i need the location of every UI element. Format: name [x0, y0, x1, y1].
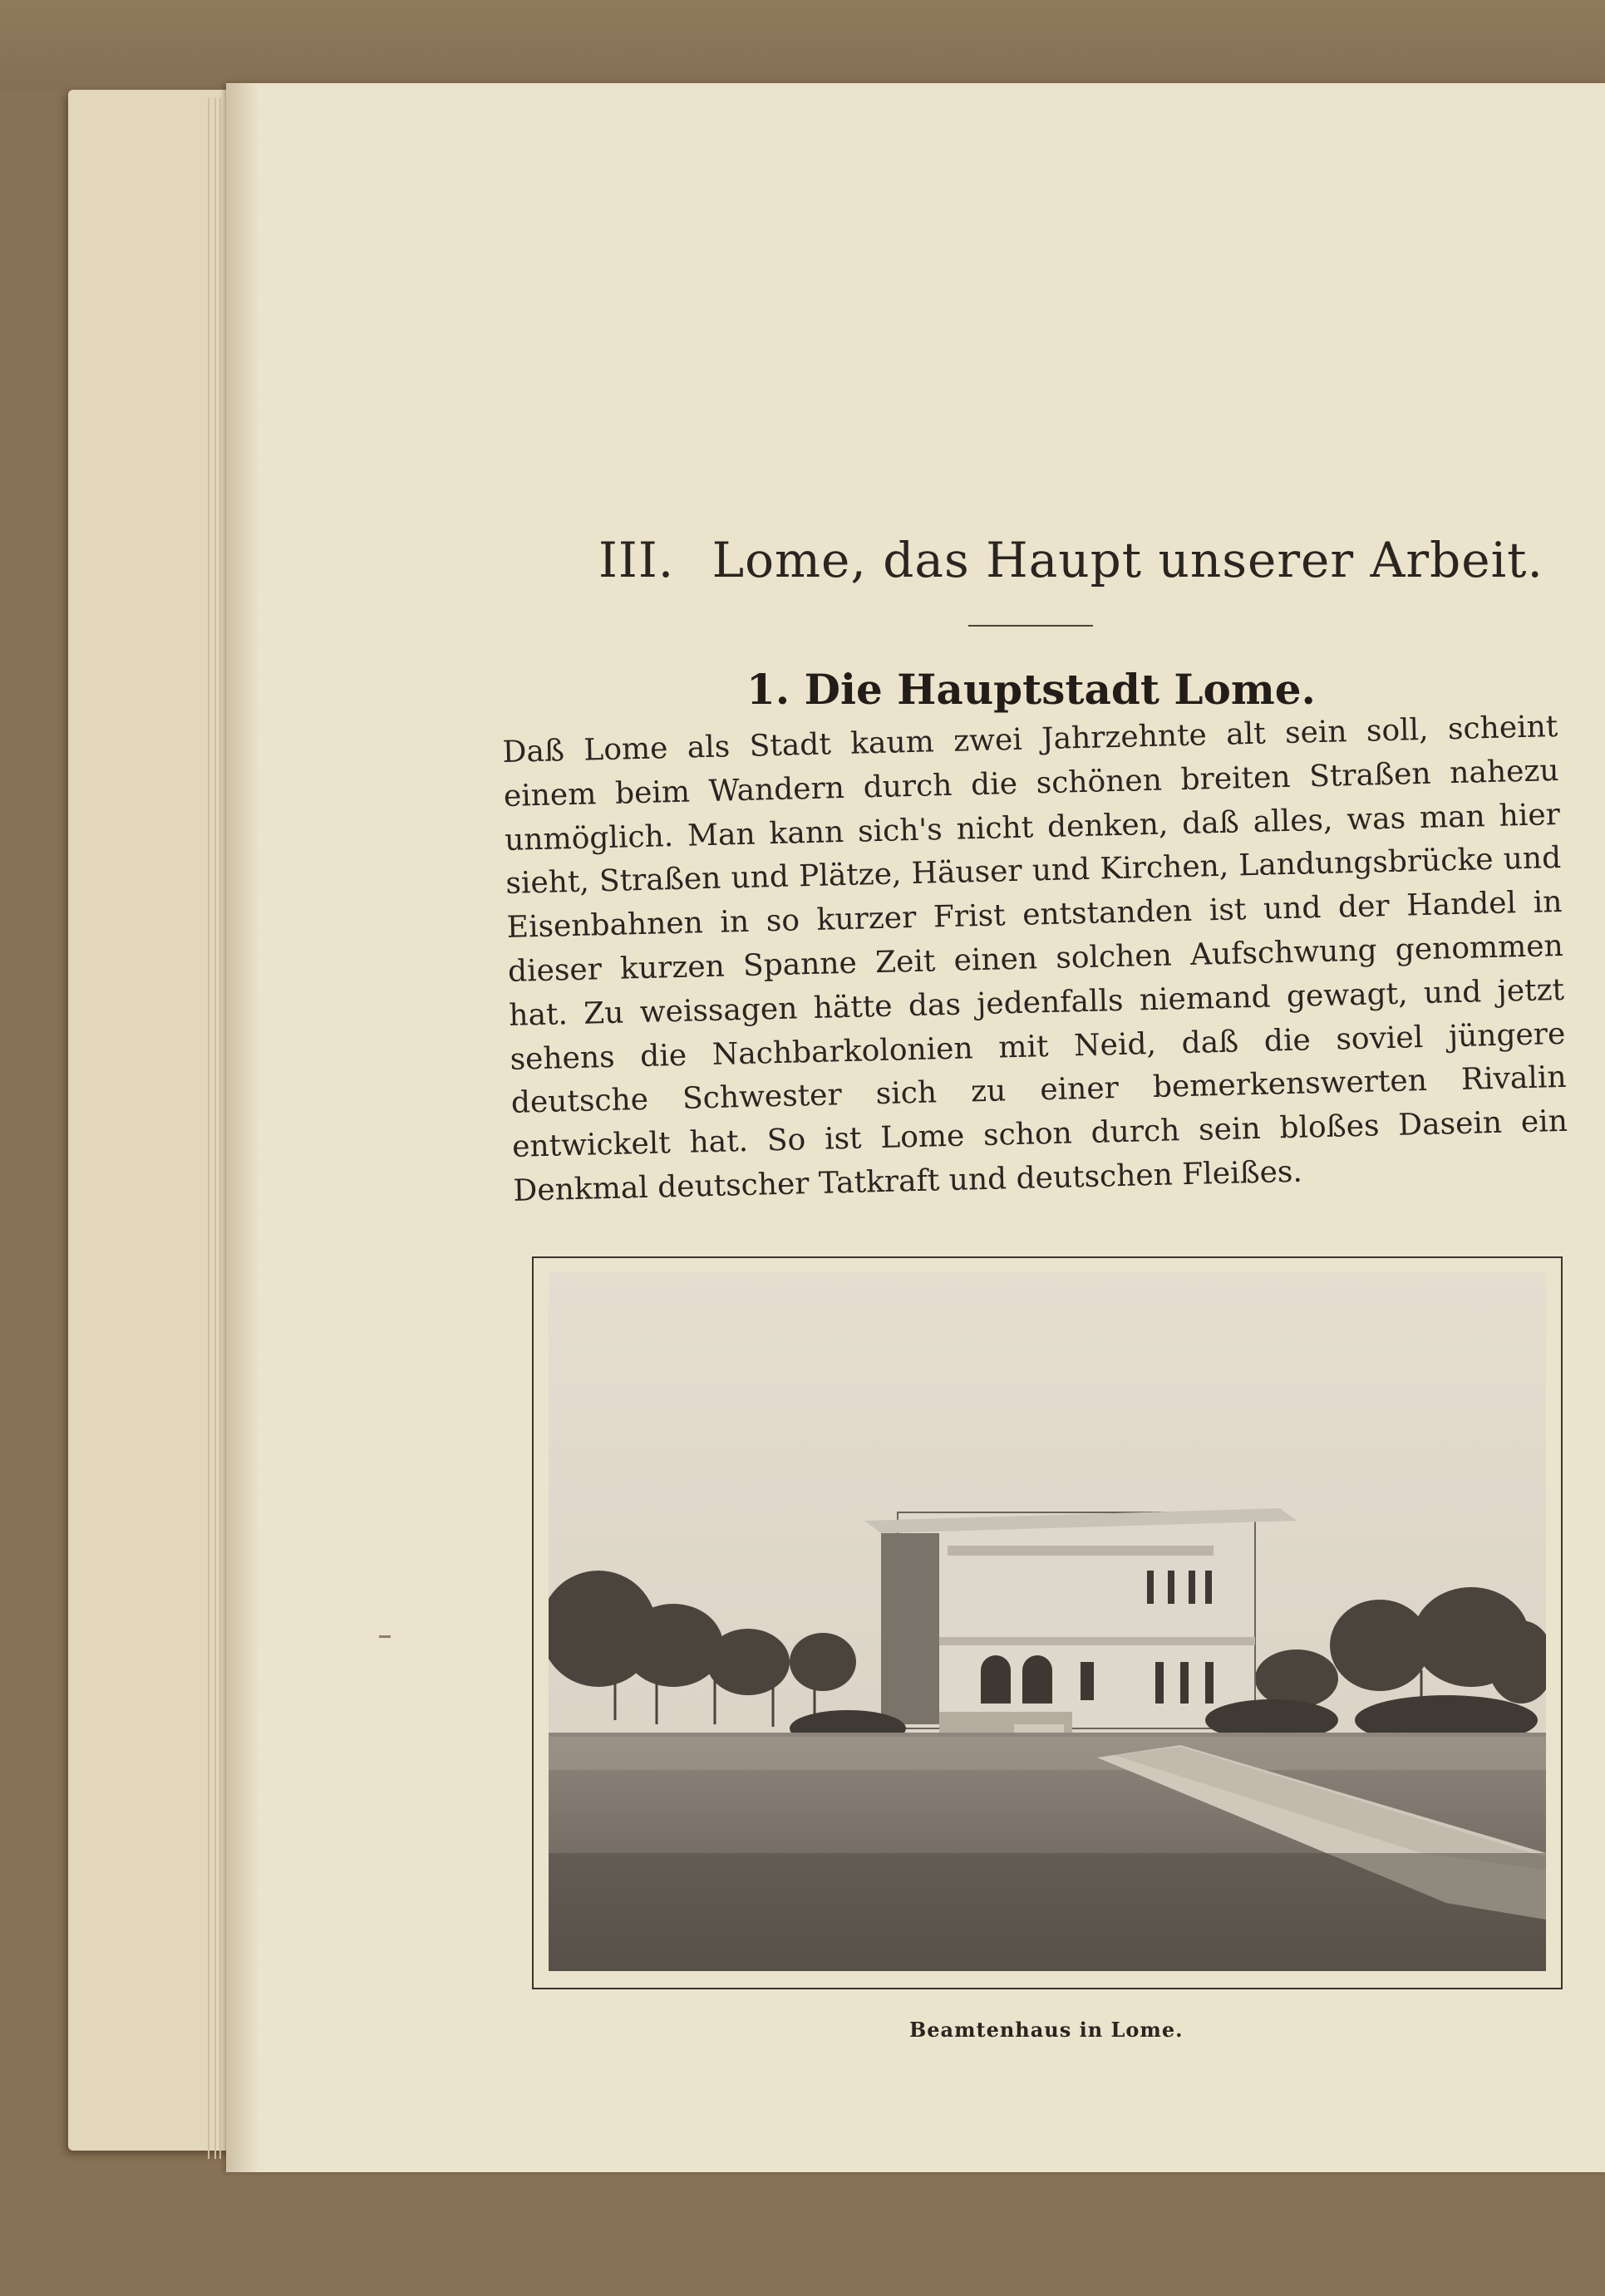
section-heading: 1. Die Hauptstadt Lome. — [746, 665, 1316, 714]
chapter-title — [598, 532, 1543, 588]
figure-caption: Beamtenhaus in Lome. — [909, 2018, 1184, 2042]
photo-frame — [532, 1256, 1563, 1989]
page-gutter-shadow — [226, 83, 259, 2172]
body-paragraph: Daß Lome als Stadt kaum zwei Jahrzehnte alt sein soll, scheint einem beim Wandern durch die schönen breiten Straßen nahezu unmöglich. Man kann sich's nicht denken, daß alles, was man hier sieht, Straßen und Plätze, Häuser und Kirchen, Landungsbrücke und Eisenbahnen in so kurzer Frist entstanden ist und der Handel in dieser kurzen Spanne Zeit einen solchen Aufschwung genommen hat. Zu weissagen hätte das jedenfalls niemand gewagt, und jetzt sehens die Nachbarkolonien mit Neid, daß die soviel jüngere deutsche Schwester sich zu einer bemerkenswerten Rivalin entwickelt hat. So ist Lome schon durch sein bloßes Dasein ein Denkmal deutscher Tatkraft und deutschen Fleißes. — [502, 709, 1568, 1208]
photo-official-house — [549, 1271, 1546, 1971]
title-divider — [968, 625, 1093, 627]
backdrop — [0, 0, 1605, 91]
chapter-title-text: Lome, das Haupt unserer Arbeit. — [711, 532, 1543, 588]
chapter-numeral: III. — [598, 532, 675, 588]
page-mark — [379, 1635, 391, 1638]
